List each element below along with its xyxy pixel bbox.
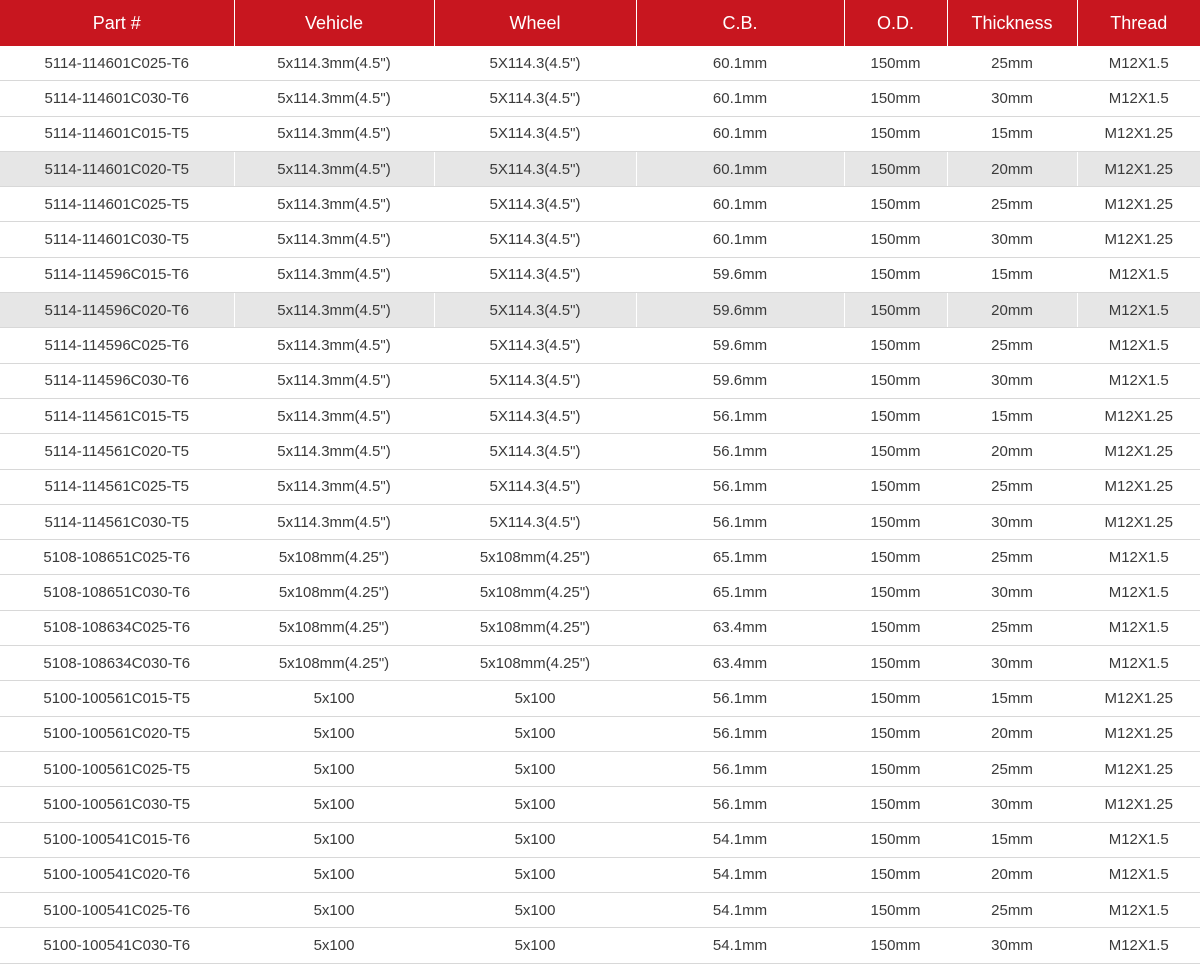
cell-outer-diameter: 150mm [844, 151, 947, 186]
cell-wheel: 5X114.3(4.5") [434, 434, 636, 469]
cell-thread: M12X1.5 [1077, 363, 1200, 398]
cell-part-number: 5114-114596C015-T6 [0, 257, 234, 292]
cell-center-bore: 63.4mm [636, 646, 844, 681]
cell-thread: M12X1.25 [1077, 469, 1200, 504]
cell-wheel: 5x100 [434, 857, 636, 892]
col-header-wheel: Wheel [434, 0, 636, 46]
cell-part-number: 5114-114561C015-T5 [0, 398, 234, 433]
cell-part-number: 5114-114561C030-T5 [0, 504, 234, 539]
cell-part-number: 5100-100561C015-T5 [0, 681, 234, 716]
cell-outer-diameter: 150mm [844, 81, 947, 116]
cell-thickness: 30mm [947, 787, 1077, 822]
cell-outer-diameter: 150mm [844, 434, 947, 469]
cell-center-bore: 60.1mm [636, 46, 844, 81]
cell-part-number: 5114-114601C025-T5 [0, 187, 234, 222]
cell-part-number: 5114-114601C015-T5 [0, 116, 234, 151]
cell-wheel: 5x108mm(4.25") [434, 575, 636, 610]
cell-center-bore: 56.1mm [636, 398, 844, 433]
cell-outer-diameter: 150mm [844, 257, 947, 292]
cell-vehicle: 5x114.3mm(4.5") [234, 187, 434, 222]
cell-vehicle: 5x100 [234, 893, 434, 928]
cell-wheel: 5X114.3(4.5") [434, 257, 636, 292]
cell-vehicle: 5x108mm(4.25") [234, 610, 434, 645]
cell-center-bore: 56.1mm [636, 434, 844, 469]
cell-vehicle: 5x100 [234, 928, 434, 963]
cell-part-number: 5108-108634C025-T6 [0, 610, 234, 645]
cell-outer-diameter: 150mm [844, 328, 947, 363]
cell-thread: M12X1.5 [1077, 610, 1200, 645]
cell-vehicle: 5x114.3mm(4.5") [234, 363, 434, 398]
cell-thread: M12X1.25 [1077, 787, 1200, 822]
table-row [0, 822, 1200, 857]
cell-wheel: 5X114.3(4.5") [434, 116, 636, 151]
cell-wheel: 5X114.3(4.5") [434, 398, 636, 433]
cell-part-number: 5100-100561C020-T5 [0, 716, 234, 751]
cell-vehicle: 5x114.3mm(4.5") [234, 116, 434, 151]
cell-thickness: 20mm [947, 716, 1077, 751]
cell-vehicle: 5x108mm(4.25") [234, 646, 434, 681]
cell-part-number: 5100-100541C030-T6 [0, 928, 234, 963]
cell-vehicle: 5x100 [234, 751, 434, 786]
cell-thickness: 15mm [947, 681, 1077, 716]
table-row [0, 646, 1200, 681]
cell-center-bore: 65.1mm [636, 540, 844, 575]
cell-center-bore: 60.1mm [636, 187, 844, 222]
cell-part-number: 5114-114601C020-T5 [0, 151, 234, 186]
cell-outer-diameter: 150mm [844, 787, 947, 822]
cell-center-bore: 54.1mm [636, 893, 844, 928]
cell-part-number: 5114-114561C025-T5 [0, 469, 234, 504]
cell-outer-diameter: 150mm [844, 928, 947, 963]
cell-part-number: 5114-114601C030-T6 [0, 81, 234, 116]
cell-thickness: 15mm [947, 257, 1077, 292]
cell-thickness: 20mm [947, 293, 1077, 328]
cell-outer-diameter: 150mm [844, 751, 947, 786]
cell-thread: M12X1.5 [1077, 257, 1200, 292]
cell-thickness: 25mm [947, 540, 1077, 575]
cell-thread: M12X1.5 [1077, 46, 1200, 81]
cell-outer-diameter: 150mm [844, 646, 947, 681]
cell-center-bore: 56.1mm [636, 716, 844, 751]
table-row [0, 787, 1200, 822]
cell-vehicle: 5x114.3mm(4.5") [234, 151, 434, 186]
cell-outer-diameter: 150mm [844, 504, 947, 539]
table-row [0, 328, 1200, 363]
header-row [0, 0, 1200, 46]
cell-part-number: 5114-114561C020-T5 [0, 434, 234, 469]
table-row [0, 81, 1200, 116]
cell-vehicle: 5x108mm(4.25") [234, 575, 434, 610]
cell-thickness: 20mm [947, 151, 1077, 186]
cell-wheel: 5X114.3(4.5") [434, 469, 636, 504]
cell-wheel: 5X114.3(4.5") [434, 328, 636, 363]
table-row [0, 857, 1200, 892]
cell-thread: M12X1.25 [1077, 398, 1200, 433]
cell-outer-diameter: 150mm [844, 575, 947, 610]
cell-thread: M12X1.5 [1077, 893, 1200, 928]
col-header-thread: Thread [1077, 0, 1200, 46]
cell-wheel: 5x100 [434, 751, 636, 786]
col-header-part-number: Part # [0, 0, 234, 46]
table-row [0, 116, 1200, 151]
cell-thread: M12X1.25 [1077, 187, 1200, 222]
cell-vehicle: 5x100 [234, 681, 434, 716]
cell-part-number: 5114-114601C030-T5 [0, 222, 234, 257]
table-row [0, 257, 1200, 292]
cell-thickness: 15mm [947, 822, 1077, 857]
cell-part-number: 5114-114596C020-T6 [0, 293, 234, 328]
cell-center-bore: 63.4mm [636, 610, 844, 645]
cell-thread: M12X1.25 [1077, 504, 1200, 539]
cell-vehicle: 5x100 [234, 787, 434, 822]
table-row [0, 681, 1200, 716]
cell-thread: M12X1.5 [1077, 540, 1200, 575]
cell-vehicle: 5x114.3mm(4.5") [234, 46, 434, 81]
cell-outer-diameter: 150mm [844, 222, 947, 257]
cell-thread: M12X1.5 [1077, 928, 1200, 963]
cell-outer-diameter: 150mm [844, 398, 947, 433]
cell-center-bore: 59.6mm [636, 293, 844, 328]
cell-thickness: 30mm [947, 575, 1077, 610]
cell-wheel: 5X114.3(4.5") [434, 504, 636, 539]
cell-outer-diameter: 150mm [844, 540, 947, 575]
table-body [0, 46, 1200, 963]
cell-part-number: 5100-100561C030-T5 [0, 787, 234, 822]
table-row [0, 151, 1200, 186]
cell-wheel: 5X114.3(4.5") [434, 222, 636, 257]
table-header [0, 0, 1200, 46]
cell-vehicle: 5x114.3mm(4.5") [234, 81, 434, 116]
cell-outer-diameter: 150mm [844, 293, 947, 328]
cell-thickness: 15mm [947, 116, 1077, 151]
cell-wheel: 5X114.3(4.5") [434, 293, 636, 328]
cell-vehicle: 5x114.3mm(4.5") [234, 469, 434, 504]
cell-thread: M12X1.25 [1077, 751, 1200, 786]
cell-vehicle: 5x114.3mm(4.5") [234, 504, 434, 539]
cell-vehicle: 5x100 [234, 857, 434, 892]
cell-center-bore: 60.1mm [636, 151, 844, 186]
cell-vehicle: 5x108mm(4.25") [234, 540, 434, 575]
cell-vehicle: 5x100 [234, 822, 434, 857]
cell-wheel: 5x100 [434, 681, 636, 716]
cell-vehicle: 5x100 [234, 716, 434, 751]
cell-part-number: 5100-100541C020-T6 [0, 857, 234, 892]
cell-wheel: 5x100 [434, 822, 636, 857]
cell-part-number: 5114-114601C025-T6 [0, 46, 234, 81]
table-row [0, 293, 1200, 328]
cell-vehicle: 5x114.3mm(4.5") [234, 257, 434, 292]
cell-thickness: 25mm [947, 751, 1077, 786]
cell-thickness: 20mm [947, 434, 1077, 469]
cell-thread: M12X1.5 [1077, 646, 1200, 681]
cell-center-bore: 54.1mm [636, 928, 844, 963]
cell-thickness: 30mm [947, 222, 1077, 257]
cell-outer-diameter: 150mm [844, 116, 947, 151]
cell-thread: M12X1.25 [1077, 151, 1200, 186]
cell-outer-diameter: 150mm [844, 469, 947, 504]
cell-thickness: 30mm [947, 646, 1077, 681]
cell-wheel: 5X114.3(4.5") [434, 46, 636, 81]
cell-vehicle: 5x114.3mm(4.5") [234, 222, 434, 257]
cell-wheel: 5x100 [434, 893, 636, 928]
cell-part-number: 5114-114596C025-T6 [0, 328, 234, 363]
cell-part-number: 5100-100541C025-T6 [0, 893, 234, 928]
cell-wheel: 5x100 [434, 928, 636, 963]
cell-outer-diameter: 150mm [844, 363, 947, 398]
cell-outer-diameter: 150mm [844, 893, 947, 928]
col-header-center-bore: C.B. [636, 0, 844, 46]
cell-outer-diameter: 150mm [844, 681, 947, 716]
cell-thread: M12X1.25 [1077, 222, 1200, 257]
cell-thickness: 30mm [947, 363, 1077, 398]
table-row [0, 469, 1200, 504]
cell-wheel: 5X114.3(4.5") [434, 363, 636, 398]
table-row [0, 46, 1200, 81]
cell-center-bore: 59.6mm [636, 328, 844, 363]
table-row [0, 751, 1200, 786]
cell-thickness: 25mm [947, 187, 1077, 222]
cell-thread: M12X1.5 [1077, 293, 1200, 328]
cell-thickness: 25mm [947, 46, 1077, 81]
cell-part-number: 5100-100541C015-T6 [0, 822, 234, 857]
cell-outer-diameter: 150mm [844, 46, 947, 81]
cell-center-bore: 56.1mm [636, 469, 844, 504]
col-header-outer-diameter: O.D. [844, 0, 947, 46]
table-row [0, 928, 1200, 963]
table-row [0, 575, 1200, 610]
cell-thread: M12X1.5 [1077, 822, 1200, 857]
table-row [0, 434, 1200, 469]
table-row [0, 363, 1200, 398]
cell-wheel: 5x100 [434, 787, 636, 822]
cell-part-number: 5108-108651C025-T6 [0, 540, 234, 575]
table-row [0, 540, 1200, 575]
cell-center-bore: 60.1mm [636, 116, 844, 151]
cell-thickness: 25mm [947, 610, 1077, 645]
cell-thickness: 25mm [947, 469, 1077, 504]
cell-wheel: 5x108mm(4.25") [434, 646, 636, 681]
cell-part-number: 5114-114596C030-T6 [0, 363, 234, 398]
cell-vehicle: 5x114.3mm(4.5") [234, 293, 434, 328]
cell-wheel: 5X114.3(4.5") [434, 81, 636, 116]
cell-wheel: 5x100 [434, 716, 636, 751]
table-row [0, 893, 1200, 928]
table-row [0, 222, 1200, 257]
cell-thickness: 15mm [947, 398, 1077, 433]
cell-center-bore: 56.1mm [636, 681, 844, 716]
cell-thread: M12X1.5 [1077, 857, 1200, 892]
cell-thickness: 30mm [947, 504, 1077, 539]
cell-wheel: 5X114.3(4.5") [434, 187, 636, 222]
cell-vehicle: 5x114.3mm(4.5") [234, 328, 434, 363]
cell-outer-diameter: 150mm [844, 822, 947, 857]
cell-center-bore: 60.1mm [636, 222, 844, 257]
cell-thread: M12X1.5 [1077, 328, 1200, 363]
cell-part-number: 5108-108651C030-T6 [0, 575, 234, 610]
cell-wheel: 5X114.3(4.5") [434, 151, 636, 186]
cell-part-number: 5108-108634C030-T6 [0, 646, 234, 681]
cell-thickness: 30mm [947, 81, 1077, 116]
cell-center-bore: 56.1mm [636, 504, 844, 539]
cell-thickness: 30mm [947, 928, 1077, 963]
cell-part-number: 5100-100561C025-T5 [0, 751, 234, 786]
col-header-thickness: Thickness [947, 0, 1077, 46]
cell-center-bore: 65.1mm [636, 575, 844, 610]
cell-wheel: 5x108mm(4.25") [434, 540, 636, 575]
cell-thread: M12X1.25 [1077, 681, 1200, 716]
table-row [0, 398, 1200, 433]
cell-thread: M12X1.5 [1077, 81, 1200, 116]
table-row [0, 504, 1200, 539]
cell-thread: M12X1.25 [1077, 116, 1200, 151]
cell-vehicle: 5x114.3mm(4.5") [234, 434, 434, 469]
cell-thickness: 20mm [947, 857, 1077, 892]
cell-center-bore: 54.1mm [636, 857, 844, 892]
table-row [0, 716, 1200, 751]
cell-thread: M12X1.25 [1077, 434, 1200, 469]
cell-outer-diameter: 150mm [844, 857, 947, 892]
cell-outer-diameter: 150mm [844, 716, 947, 751]
cell-thread: M12X1.25 [1077, 716, 1200, 751]
cell-thread: M12X1.5 [1077, 575, 1200, 610]
cell-center-bore: 60.1mm [636, 81, 844, 116]
cell-wheel: 5x108mm(4.25") [434, 610, 636, 645]
cell-vehicle: 5x114.3mm(4.5") [234, 398, 434, 433]
cell-thickness: 25mm [947, 893, 1077, 928]
table-row [0, 610, 1200, 645]
cell-center-bore: 56.1mm [636, 751, 844, 786]
table-row [0, 187, 1200, 222]
cell-outer-diameter: 150mm [844, 187, 947, 222]
cell-center-bore: 59.6mm [636, 257, 844, 292]
cell-outer-diameter: 150mm [844, 610, 947, 645]
cell-center-bore: 56.1mm [636, 787, 844, 822]
cell-center-bore: 59.6mm [636, 363, 844, 398]
cell-thickness: 25mm [947, 328, 1077, 363]
col-header-vehicle: Vehicle [234, 0, 434, 46]
cell-center-bore: 54.1mm [636, 822, 844, 857]
